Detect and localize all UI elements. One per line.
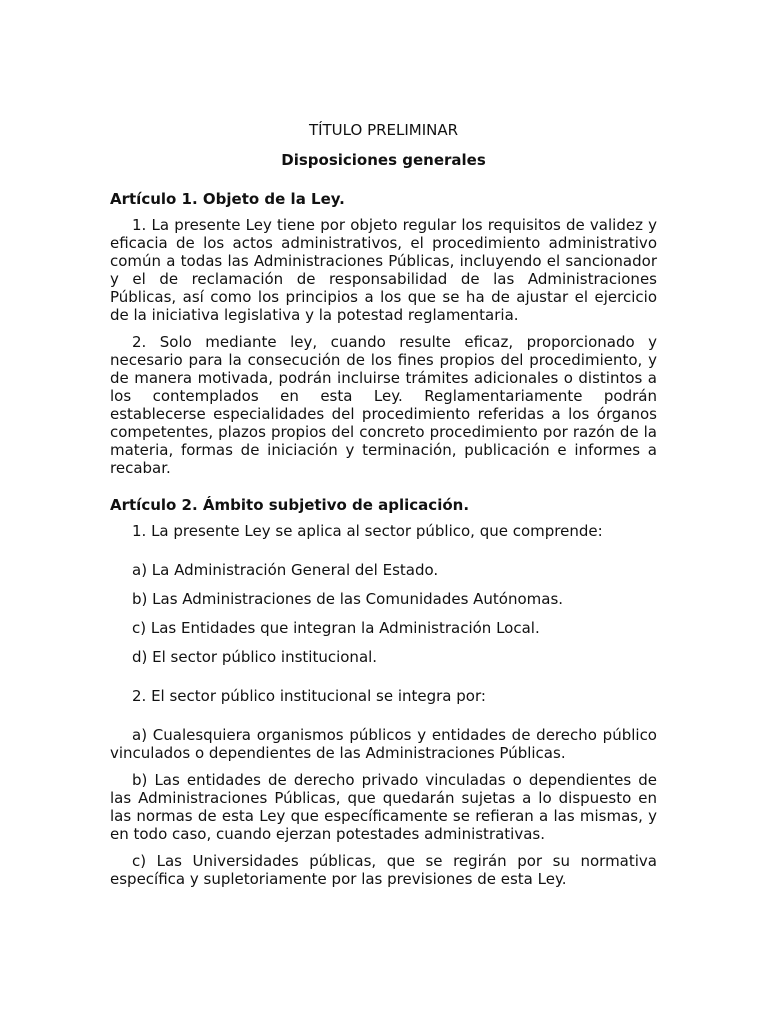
document-page [110, 121, 657, 897]
list-item-a: a) La Administración General del Estado. [132, 561, 439, 579]
article-1-paragraph-1: 1. La presente Ley tiene por objeto regular los requisitos de validez y eficacia de los actos administrativos, el procedimiento administrativo común a todas las Administraciones Públicas, incluyendo el sancionador y el de reclamación de responsabilidad de las Administraciones Públicas, así como los principios a los que se ha de ajustar el ejercicio de la iniciativa legislativa y la potestad reglamentaria. [110, 216, 657, 324]
article-2 [110, 496, 657, 888]
article-2-paragraph-2: 2. El sector público institucional se integra por: [132, 687, 486, 705]
document-title: TÍTULO PRELIMINAR [308, 121, 459, 139]
document-subtitle: Disposiciones generales [281, 151, 486, 169]
list-item-d: d) El sector público institucional. [132, 648, 378, 666]
sublist-item-c: c) Las Universidades públicas, que se regirán por su normativa específica y supletoriamente por las previsiones de esta Ley. [110, 852, 657, 888]
article-2-paragraph-1: 1. La presente Ley se aplica al sector público, que comprende: [132, 522, 603, 540]
article-1-paragraph-2: 2. Solo mediante ley, cuando resulte eficaz, proporcionado y necesario para la consecución de los fines propios del procedimiento, y de manera motivada, podrán incluirse trámites adicionales o distintos a los contemplados en esta Ley. Reglamentariamente podrán establecerse especialidades del procedimiento referidas a los órganos competentes, plazos propios del concreto procedimiento por razón de la materia, formas de iniciación y terminación, publicación e informes a recabar. [110, 333, 657, 477]
sublist-item-a: a) Cualesquiera organismos públicos y entidades de derecho público vinculados o dependientes de las Administraciones Públicas. [110, 726, 657, 762]
list-item-c: c) Las Entidades que integran la Administración Local. [132, 619, 540, 637]
article-2-heading: Artículo 2. Ámbito subjetivo de aplicación. [110, 496, 470, 514]
sublist-item-b: b) Las entidades de derecho privado vinculadas o dependientes de las Administraciones Públicas, que quedarán sujetas a lo dispuesto en las normas de esta Ley que específicamente se refieran a las mismas, y en todo caso, cuando ejerzan potestades administrativas. [110, 771, 657, 843]
article-1 [110, 190, 657, 477]
list-item-b: b) Las Administraciones de las Comunidades Autónomas. [132, 590, 564, 608]
article-1-heading: Artículo 1. Objeto de la Ley. [110, 190, 345, 208]
